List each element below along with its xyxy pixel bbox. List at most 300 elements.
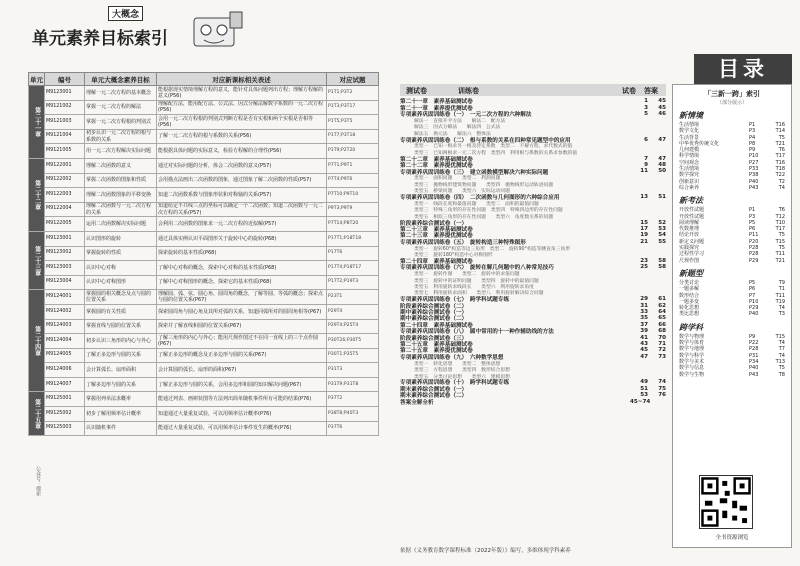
toc-title: 解法五 换元法 解法六 整体法: [414, 131, 491, 137]
margin-note: 公众号：搜索: [35, 466, 41, 496]
cell-goal: 掌握二次函数的图象和性质: [85, 173, 157, 188]
toc-answer-page: 47: [658, 155, 666, 162]
cell-std: 了解一元二次方程的根与系数的关系(P56): [157, 129, 327, 144]
side-cell: 科学情境: [679, 153, 700, 160]
col-standard: 对应新课标相关表述: [157, 73, 327, 86]
cell-res: P37T6: [327, 421, 379, 436]
cell-std: 知道给定不共线三点的坐标可以确定一个二次函数；知道二次函数与一元二次方程的关系(P57): [157, 202, 327, 217]
side-cell: 空间观念: [679, 159, 700, 166]
toc-title: 第二十二章 素养提优测试卷: [400, 163, 473, 169]
toc-title: 第二十四章 素养基础测试卷: [400, 258, 473, 265]
toc-answer-page: 55: [658, 238, 666, 245]
side-cell: P9: [749, 147, 756, 154]
toc-title: 类型一 旋转60°构造等边三角形 类型二 旋转90°构造等腰直角三角形: [414, 246, 571, 252]
unit-index-panel: [28, 6, 378, 562]
side-section-title: 新考法: [679, 196, 703, 206]
cell-goal: 理解二次函数图象的平移变换: [85, 188, 157, 203]
toc-page: 9: [644, 162, 648, 169]
toc-answer-page: 74: [658, 379, 666, 386]
cell-std: 了解中心对称的概念，探索中心对称的基本性质(P68): [157, 261, 327, 276]
cell-code: M9121005: [45, 144, 85, 159]
index-row: [29, 363, 379, 378]
side-cell: T8: [778, 371, 785, 378]
cell-res: P7T10;P9T10: [327, 188, 379, 203]
side-cell: 一题多解: [679, 286, 700, 293]
index-row: [29, 319, 379, 334]
toc-answer-page: 70: [658, 334, 666, 341]
toc-page: 21: [640, 238, 648, 245]
toc-answer-page: 64: [658, 309, 666, 316]
toc-answer-page: 66: [658, 321, 666, 328]
contents-panel: [400, 6, 792, 562]
side-cell: T21: [775, 257, 785, 264]
chapter-cell: 第二十一章: [29, 86, 45, 159]
toc-title: 第二十三章 素养基础测试卷: [400, 227, 473, 233]
cell-res: P1T3;P3T17: [327, 100, 379, 115]
index-row: [29, 377, 379, 392]
cell-std: 探索圆周角与圆心角及其所对弧的关系，知道同弧所对的圆周角相等(P67): [157, 304, 327, 319]
toc-title: 类型七 利用旋转求面积 类型八 利用旋转解决综合问题: [414, 291, 544, 297]
cell-res: P30T26;P30T5: [327, 334, 379, 349]
toc-answer-page: 73: [658, 353, 666, 360]
side-cell: P7: [749, 292, 756, 299]
side-cell: T17: [775, 153, 785, 160]
side-cell: P8: [749, 140, 756, 147]
index-row: [29, 304, 379, 319]
cell-res: P7T1;P9T1: [327, 158, 379, 173]
side-cell: P29: [749, 305, 759, 312]
toc-title: 专项素养巩固训练卷（六） 旋转在解几何题中的八种常见技巧: [400, 265, 554, 271]
toc-title: 专项素养巩固训练卷（八） 圆中常用的十一种作辅助线的方法: [400, 329, 554, 335]
cell-code: M9121004: [45, 129, 85, 144]
toc-page: 31: [640, 302, 648, 309]
cell-goal: 理解二次函数与一元二次方程的关系: [85, 202, 157, 217]
side-cell: T1: [778, 286, 785, 293]
side-index-row[interactable]: [673, 372, 791, 378]
index-row: [29, 86, 379, 101]
chapter-cell: 第二十四章: [29, 290, 45, 392]
side-cell: 数学与美术: [679, 358, 705, 365]
cell-code: M9122001: [45, 158, 85, 173]
toc-title: 第二十四章 素养基础测试卷: [400, 322, 473, 329]
index-row: [29, 261, 379, 276]
toc-answer-page: 48: [658, 162, 666, 169]
side-cell: P27: [749, 159, 759, 166]
side-section-title: 跨学科: [679, 322, 703, 332]
side-subtitle: （部分展示）: [716, 100, 747, 106]
col-items: 对应试题: [327, 73, 379, 86]
cell-res: P1T9;P2T20: [327, 144, 379, 159]
cell-code: M9122003: [45, 188, 85, 203]
toc-answer-page: 75: [658, 385, 666, 392]
test-label: 测试卷: [406, 87, 427, 95]
side-cell: T4: [778, 340, 785, 347]
cell-res: P1T1;P3T2: [327, 86, 379, 101]
side-cell: T5: [778, 232, 785, 239]
cell-code: M9124007: [45, 377, 85, 392]
cell-goal: 掌握直线与圆的位置关系: [85, 319, 157, 334]
side-cell: 类比思想: [679, 311, 700, 318]
cell-code: M9124006: [45, 363, 85, 378]
qr-label: 全书资源浏览: [715, 535, 749, 541]
index-row: [29, 392, 379, 407]
cell-goal: 了解多边形与圆的关系: [85, 377, 157, 392]
side-cell: 开放性试题: [679, 207, 705, 214]
cell-code: M9123001: [45, 86, 85, 101]
side-cell: P3: [749, 213, 756, 220]
cell-goal: 认识中心对称: [85, 261, 157, 276]
side-cell: T11: [775, 292, 785, 299]
side-cell: T15: [775, 333, 785, 340]
toc-title: 类型五 分类讨论思想 类型六 建模思想: [414, 374, 510, 380]
toc-page: 39: [640, 328, 648, 335]
side-cell: 几何建模: [679, 147, 700, 154]
toc-title: 期末素养综合测试卷（二）: [400, 393, 468, 399]
toc-title: 类型五 桥梁问题 类型六 实际运动问题: [414, 189, 510, 194]
toc-title: 答案全解全析: [400, 399, 434, 405]
train-label: 训练卷: [458, 87, 479, 95]
side-cell: 生活情境: [679, 122, 700, 128]
toc-title: 专项素养巩固训练卷（五） 旋转构造三种特殊图形: [400, 239, 526, 245]
side-cell: P40: [749, 178, 759, 185]
contents-header: [400, 58, 792, 82]
toc-page: 3: [644, 104, 648, 111]
toc-page: 33: [640, 309, 648, 316]
cell-res: P1T7;P3T18: [327, 129, 379, 144]
toc-page: 25: [640, 264, 648, 271]
toc-title: 类型三 抛物线形建筑物问题 类型四 抛物线形运动轨迹问题: [414, 182, 554, 188]
toc-answer-page: 45: [658, 104, 666, 111]
side-cell: P4: [749, 134, 756, 141]
cell-goal: 认识随机事件: [85, 421, 157, 436]
side-cell: T19: [775, 298, 785, 305]
toc-page: 47: [640, 353, 648, 360]
side-cell: P43: [749, 371, 759, 378]
toc-answer-page: 53: [658, 226, 666, 232]
toc-answer-page: 54: [658, 232, 666, 239]
toc-title: 第二十五章 素养基础测试卷: [400, 342, 473, 348]
toc-page: 15: [640, 219, 648, 226]
side-cell: P43: [749, 184, 759, 191]
toc-title: 第二十一章 素养提优测试卷: [400, 105, 473, 111]
index-row: [29, 115, 379, 130]
cell-goal: 掌握圆的相关概念及点与圆的位置关系: [85, 290, 157, 305]
side-title: 「三新一跨」索引: [704, 90, 760, 98]
side-cell: T13: [775, 358, 785, 365]
cell-std: 知道二次函数系数与图象形状和对称轴的关系(P57): [157, 188, 327, 203]
side-cell: 转化思想: [679, 305, 700, 312]
toc-page: 37: [640, 321, 648, 328]
cell-code: M9124002: [45, 304, 85, 319]
index-row: [29, 217, 379, 232]
index-row: [29, 231, 379, 246]
cell-res: P7T4;P9T6: [327, 173, 379, 188]
cell-code: M9125003: [45, 421, 85, 436]
side-cell: 尺规作图: [679, 257, 700, 264]
cell-std: 了解正多边形与圆的关系，会用多边形和圆的知识解决问题(P67): [157, 377, 327, 392]
footer-note: 依据《义务教育数学课程标准（2022年版）》编写，多维体现学科素养: [400, 548, 571, 554]
toc-page: 11: [640, 168, 648, 175]
cell-code: M9122002: [45, 173, 85, 188]
cell-res: P37T2: [327, 392, 379, 407]
cell-res: P31T3: [327, 363, 379, 378]
cell-goal: 运用二次函数解决实际问题: [85, 217, 157, 232]
side-cell: 一题多变: [679, 298, 700, 305]
side-cell: T18: [775, 166, 785, 173]
toc-title: 类型三 旋转中的证明问题 类型四 旋转中的最值问题: [414, 278, 539, 284]
cell-std: 能根据现实情境理解方程的意义，能针对具体问题列出方程；理解方程解的意义(P56): [157, 86, 327, 101]
side-cell: T16: [775, 159, 785, 166]
answer-label: 答案: [644, 87, 658, 95]
side-cell: T21: [775, 140, 785, 147]
side-cell: T3: [778, 311, 785, 318]
cell-code: M9124001: [45, 290, 85, 305]
side-cell: T5: [778, 134, 785, 141]
side-cell: P10: [749, 298, 759, 305]
side-cell: P3: [749, 128, 756, 135]
cell-res: P17T2;P19T3: [327, 275, 379, 290]
toc-title: 第二十一章 素养基础测试卷: [400, 99, 473, 105]
cell-res: P1T5;P3T5: [327, 115, 379, 130]
side-cell: T9: [778, 279, 785, 286]
cell-std: 理解配方法，能用配方法、公式法、因式分解法解数字系数的一元二次方程(P56): [157, 100, 327, 115]
qr-code-icon[interactable]: [699, 475, 753, 529]
side-cell: 数形结合: [679, 292, 700, 299]
side-cell: T5: [778, 245, 785, 252]
cell-goal: 理解二次函数的意义: [85, 158, 157, 173]
toc-answer-page: 50: [658, 168, 666, 175]
side-cell: T15: [775, 238, 785, 245]
cell-code: M9125001: [45, 392, 85, 407]
cell-std: 知道通过大量重复试验，可以用频率估计概率(P76): [157, 407, 327, 422]
index-row: [29, 246, 379, 261]
cell-std: 了解正多边形的概念及正多边形与圆的关系(P67): [157, 348, 327, 363]
cell-std: 会利用二次函数的图象求一元二次方程的近似解(P57): [157, 217, 327, 232]
side-cell: 数学与科学: [679, 352, 705, 359]
toc-page: 35: [640, 315, 648, 322]
toc-answer-page: 45: [658, 98, 666, 105]
index-row: [29, 100, 379, 115]
side-cell: 综合素养: [679, 184, 700, 191]
toc-title: 类型三 旋转180°构造中心对称图形: [414, 253, 493, 258]
cell-std: 理解圆、弧、弦、圆心角、圆周角的概念，了解等圆、等弧的概念；探索点与圆的位置关系(P67): [157, 290, 327, 305]
side-cell: 数学与生物: [679, 371, 705, 378]
side-cell: 中华优秀传统文化: [679, 140, 720, 147]
side-cell: T12: [775, 213, 785, 220]
col-goal: 单元大概念素养目标: [85, 73, 157, 86]
cell-code: M9121003: [45, 115, 85, 130]
cell-res: P7T14;P8T20: [327, 217, 379, 232]
cell-res: P17T1;P18T18: [327, 231, 379, 246]
toc-answer-page: 61: [658, 296, 666, 303]
toc-title: 专项素养巩固训练卷（一） 一元二次方程的六种解法: [400, 111, 532, 118]
toc-title: 期中素养综合测试卷（一）: [400, 310, 468, 316]
cell-code: M9122005: [45, 217, 85, 232]
cell-code: M9123003: [45, 261, 85, 276]
side-cell: P6: [749, 286, 756, 293]
side-cell: T6: [778, 207, 785, 214]
cell-std: 能通过大量重复试验，可以用频率估计事件发生的概率(P76): [157, 421, 327, 436]
cell-code: M9121002: [45, 100, 85, 115]
cell-goal: 会计算弧长、扇形面积: [85, 363, 157, 378]
side-cell: P5: [749, 279, 756, 286]
cell-goal: 掌握一元二次方程根的判别式: [85, 115, 157, 130]
side-cell: T11: [775, 251, 785, 258]
toc-title: 第二十五章 素养提优测试卷: [400, 348, 473, 354]
side-cell: P34: [749, 358, 759, 365]
toc-answer-page: 76: [658, 392, 666, 399]
side-cell: 结论开放: [679, 232, 700, 239]
cell-code: M9123004: [45, 275, 85, 290]
toc-page: 13: [640, 194, 648, 201]
col-code: 编号: [45, 73, 85, 86]
toc-title: 专项素养巩固训练卷（十） 跨学科试题专练: [400, 380, 510, 386]
toc-page: 6: [644, 136, 648, 143]
toc-answer-page: 47: [658, 136, 666, 143]
side-cell: T14: [775, 128, 785, 135]
toc-title: 类型三 已知两根求一元二次方程 类型四 利用根与系数的关系求参数的值: [414, 150, 578, 156]
side-sections: [673, 110, 791, 378]
toc-answer-page: 52: [658, 219, 666, 226]
index-header: [28, 6, 378, 62]
toc-answer-page: 62: [658, 302, 666, 309]
side-cell: 分类讨论: [679, 279, 700, 286]
side-section-title: 新情境: [679, 111, 703, 120]
chapter-cell: 第二十五章: [29, 392, 45, 436]
toc-title: 类型五 利用旋转求线段长 类型六 利用旋转求角度: [414, 285, 534, 290]
cell-res: P17T4;P18T17: [327, 261, 379, 276]
side-cell: T16: [775, 122, 785, 128]
side-cell: 实践探究: [679, 245, 700, 252]
side-cell: P38: [749, 172, 759, 179]
index-row: [29, 421, 379, 436]
cell-goal: 认识中心对称图形: [85, 275, 157, 290]
toc-page: 29: [640, 296, 648, 303]
index-row: [29, 173, 379, 188]
side-cell: 数学与体育: [679, 340, 705, 347]
toc-answer-page: 46: [658, 110, 666, 117]
cell-goal: 理解一元二次方程的基本概念: [85, 86, 157, 101]
cell-code: M9124004: [45, 334, 85, 349]
side-cell: 过程性学习: [679, 251, 705, 258]
toc-title: 阶段素养综合测试卷（一）: [400, 220, 468, 226]
side-cell: T2: [778, 178, 785, 185]
cell-code: M9123002: [45, 246, 85, 261]
side-cell: 数学文化: [679, 128, 700, 135]
toc-title: 解法三 因式分解法 解法四 公式法: [414, 125, 501, 130]
cell-res: P17T6: [327, 246, 379, 261]
side-index-row[interactable]: [673, 185, 791, 191]
side-cell: P40: [749, 311, 759, 318]
cell-goal: 掌握圆的有关性质: [85, 304, 157, 319]
toc-title: 期末素养综合测试卷（一）: [400, 386, 468, 392]
side-cell: P28: [749, 251, 759, 258]
index-row: [29, 188, 379, 203]
side-cell: 数学与物理: [679, 333, 705, 340]
toc-page: 19: [640, 232, 648, 239]
side-cell: P20: [749, 238, 759, 245]
cell-goal: 掌握旋转的性质: [85, 246, 157, 261]
cell-res: P30T1;P35T5: [327, 348, 379, 363]
toc-answer-page: 65: [658, 315, 666, 322]
toc-page: 51: [640, 385, 648, 392]
cell-code: M9122004: [45, 202, 85, 217]
side-cell: P1: [749, 207, 756, 214]
cell-std: 会用一元二次方程根的判别式判断方程是否有实根和两个实根是否相等(P56): [157, 115, 327, 130]
side-cell: P22: [749, 340, 759, 347]
cell-res: P38T8;P40T3: [327, 407, 379, 422]
cell-goal: 掌握一元二次方程的解法: [85, 100, 157, 115]
toc-title: 阶段素养综合测试卷（二）: [400, 303, 468, 309]
cell-std: 探索旋转的基本性质(P68): [157, 246, 327, 261]
cell-code: M9124003: [45, 319, 85, 334]
side-cell: P33: [749, 166, 759, 173]
side-cell: T5: [778, 365, 785, 372]
cell-std: 了解三角形的内心与外心；能用尺规作图过不在同一直线上的三个点作圆(P67): [157, 334, 327, 349]
toc-page: 45: [640, 347, 648, 354]
side-cell: P40: [749, 365, 759, 372]
side-cell: T17: [775, 226, 785, 233]
side-cell: 数学与地理: [679, 346, 705, 353]
toc-title: 类型一 线段长度和最值问题 类型二 面积的最值问题: [414, 201, 539, 207]
side-cell: 数学探究: [679, 172, 700, 179]
cell-res: P9T3;P9T9: [327, 202, 379, 217]
side-cell: P5: [749, 219, 756, 226]
side-cell: P1: [749, 122, 756, 128]
cell-goal: 用一元二次方程解决实际问题: [85, 144, 157, 159]
toc-page: 5: [644, 110, 648, 117]
cell-std: 通过对实际问题的分析，体会二次函数的意义(P57): [157, 158, 327, 173]
toc-title: 类型一 已知一根求另一根及待定系数 类型二 不解方程，求代数式的值: [414, 144, 573, 150]
cell-code: M9123001: [45, 231, 85, 246]
toc-title: 第二十二章 素养基础测试卷: [400, 156, 473, 162]
side-cell: P6: [749, 226, 756, 233]
side-cell: T4: [778, 352, 785, 359]
toc-item[interactable]: [400, 398, 666, 404]
cell-goal: 了解正多边形与圆的关系: [85, 348, 157, 363]
index-row: [29, 407, 379, 422]
toc-answer-page: 51: [658, 194, 666, 201]
side-cell: 代数推理: [679, 226, 700, 233]
cell-std: 能通过列表、画树状图等方法列出简单随机事件所有可能的结果(P76): [157, 392, 327, 407]
side-cell: 创新意识: [679, 178, 700, 185]
index-row: [29, 144, 379, 159]
toc-page: 1: [644, 98, 648, 105]
cell-std: 通过具体实例认识平面图形关于旋转中心的旋转(P68): [157, 231, 327, 246]
side-cell: 新定义问题: [679, 238, 705, 245]
cell-goal: 初步了解用频率估计概率: [85, 407, 157, 422]
side-cell: 生活情境: [679, 166, 700, 173]
toc-title: 解法一 直接开平方法 解法二 配方法: [414, 118, 506, 124]
side-index-row[interactable]: [673, 258, 791, 264]
toc-title: 专项素养巩固训练卷（二） 根与系数的关系在四种常见题型中的应用: [400, 137, 571, 143]
page-label: 试卷: [622, 87, 636, 95]
toc-page: 43: [640, 341, 648, 348]
cell-goal: 认识图形的旋转: [85, 231, 157, 246]
toc-title: 专项素养巩固训练卷（三） 建立函数模型解决六种实际问题: [400, 169, 549, 175]
cell-res: P31T9;P31T8: [327, 377, 379, 392]
side-cell: P31: [749, 352, 759, 359]
side-cell: 数学与信息: [679, 365, 705, 372]
side-cell: P28: [749, 245, 759, 252]
unit-index-table: [28, 72, 379, 436]
side-index-row[interactable]: [673, 311, 791, 317]
toc-title: 类型一 旋转作图 类型二 旋转中的求值问题: [414, 272, 520, 277]
side-cell: P11: [749, 232, 759, 239]
toc-answer-page: 72: [658, 347, 666, 354]
toc-title: 期中素养综合测试卷（二）: [400, 316, 468, 322]
side-cell: 生活背景: [679, 134, 700, 141]
